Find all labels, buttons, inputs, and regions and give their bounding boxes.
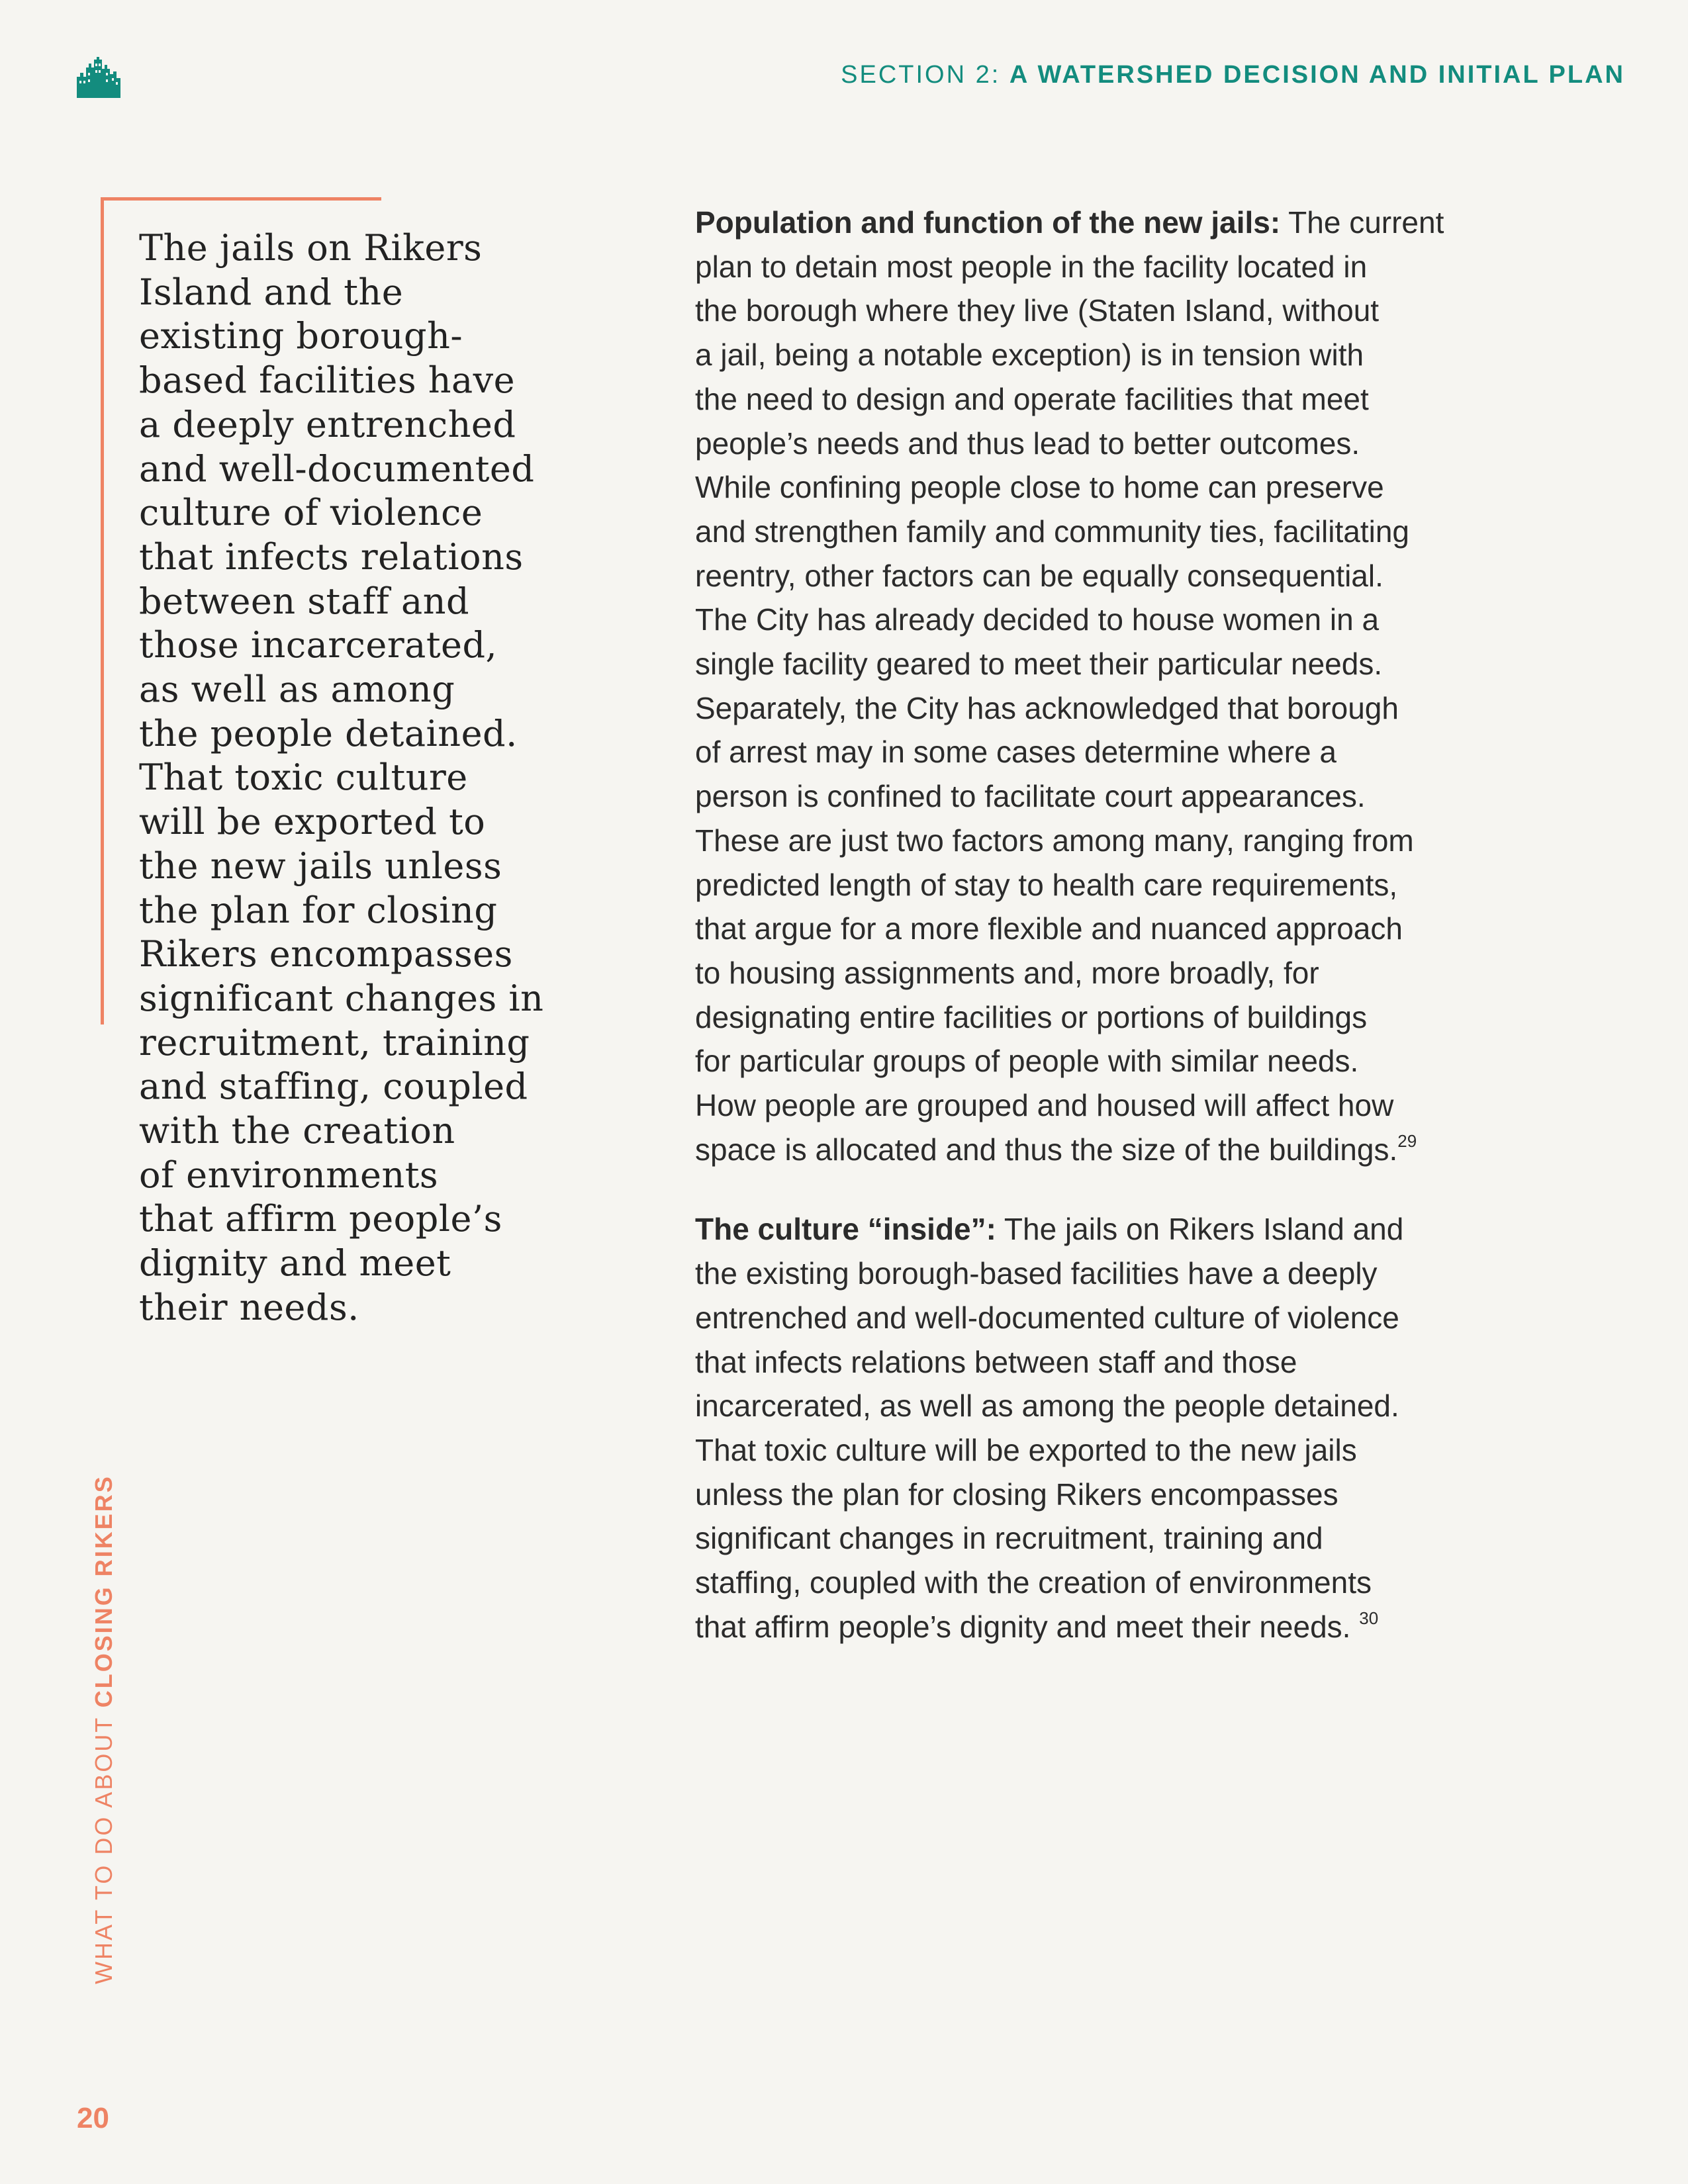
- paragraph-line: predicted length of stay to health care requirements,: [695, 867, 1398, 902]
- pull-quote-line: with the creation: [139, 1110, 455, 1152]
- paragraph-line: the need to design and operate facilities that meet: [695, 381, 1369, 416]
- page-number: 20: [77, 2102, 109, 2134]
- paragraph-line: the borough where they live (Staten Island, without: [695, 293, 1380, 328]
- paragraph-text: space is allocated and thus the size of the buildings.: [695, 1132, 1398, 1167]
- paragraph-line: These are just two factors among many, ranging from: [695, 823, 1414, 858]
- pull-quote-line: the people detained.: [139, 712, 518, 754]
- paragraph-line: single facility geared to meet their particular needs.: [695, 647, 1383, 682]
- paragraph-line: designating entire facilities or portions of buildings: [695, 999, 1368, 1034]
- pull-quote-line: based facilities have: [139, 359, 516, 402]
- pull-quote-line: as well as among: [139, 668, 455, 711]
- pull-quote-line: of environments: [139, 1154, 439, 1196]
- pull-quote-line: between staff and: [139, 580, 470, 622]
- footnote-marker[interactable]: 30: [1359, 1608, 1379, 1628]
- paragraph-line: person is confined to facilitate court appearances.: [695, 779, 1366, 814]
- side-label-prefix: WHAT TO DO ABOUT: [90, 1707, 117, 1984]
- paragraph-line: significant changes in recruitment, training and: [695, 1521, 1323, 1556]
- pull-quote-line: existing borough-: [139, 315, 463, 357]
- paragraph-line: That toxic culture will be exported to the new jails: [695, 1432, 1357, 1467]
- pull-quote-line: recruitment, training: [139, 1021, 530, 1064]
- pull-quote-line: and staffing, coupled: [139, 1066, 528, 1108]
- paragraph-line: [695, 201, 1556, 245]
- paragraph-line: a jail, being a notable exception) is in tension with: [695, 338, 1364, 373]
- pull-quote-line: The jails on Rikers: [139, 227, 483, 269]
- paragraph-line: and strengthen family and community ties, facilitating: [695, 514, 1409, 549]
- publication-side-label: [90, 1475, 118, 1984]
- paragraph-line: staffing, coupled with the creation of environments: [695, 1565, 1372, 1600]
- paragraph-text: The current: [1280, 205, 1444, 240]
- paragraph-text: The jails on Rikers Island and: [996, 1212, 1404, 1247]
- paragraph-line: [695, 1128, 1556, 1172]
- paragraph-text: that affirm people’s dignity and meet their needs.: [695, 1609, 1360, 1644]
- pull-quote-line: That toxic culture: [139, 756, 468, 799]
- footnote-marker[interactable]: 29: [1397, 1130, 1417, 1151]
- paragraph-lead: The culture “inside”:: [695, 1212, 996, 1247]
- pull-quote-line: culture of violence: [139, 492, 483, 534]
- paragraph-line: While confining people close to home can preserve: [695, 470, 1384, 505]
- pull-quote-line: their needs.: [139, 1286, 359, 1328]
- paragraph-line: Separately, the City has acknowledged that borough: [695, 690, 1399, 725]
- city-skyline-icon: [77, 57, 120, 98]
- paragraph-population-function: [695, 201, 1556, 1171]
- pull-quote-line: will be exported to: [139, 801, 486, 843]
- pull-quote-line: the plan for closing: [139, 889, 498, 931]
- paragraph-lead: Population and function of the new jails:: [695, 205, 1281, 240]
- paragraph-line: that argue for a more flexible and nuanced approach: [695, 911, 1403, 946]
- pull-quote-line: the new jails unless: [139, 844, 502, 887]
- pull-quote-line: significant changes in: [139, 977, 544, 1019]
- pull-quote: [139, 226, 563, 1330]
- side-label-strong: CLOSING RIKERS: [90, 1475, 117, 1708]
- pull-quote-line: that affirm people’s: [139, 1198, 502, 1240]
- paragraph-line: reentry, other factors can be equally consequential.: [695, 558, 1383, 593]
- section-prefix: SECTION 2:: [841, 61, 1009, 89]
- paragraph-line: the existing borough-based facilities have a deeply: [695, 1256, 1378, 1291]
- paragraph-line: The City has already decided to house women in a: [695, 602, 1380, 637]
- pull-quote-line: that infects relations: [139, 535, 524, 578]
- paragraph-line: plan to detain most people in the facility located in: [695, 249, 1368, 284]
- pull-quote-line: Rikers encompasses: [139, 933, 513, 976]
- paragraph-line: incarcerated, as well as among the people detained.: [695, 1388, 1399, 1424]
- section-title: A WATERSHED DECISION AND INITIAL PLAN: [1009, 61, 1625, 89]
- section-header: [841, 61, 1625, 89]
- paragraph-line: to housing assignments and, more broadly, for: [695, 955, 1319, 990]
- paragraph-line: entrenched and well-documented culture of violence: [695, 1300, 1399, 1335]
- paragraph-line: unless the plan for closing Rikers encompasses: [695, 1477, 1338, 1512]
- pull-quote-line: dignity and meet: [139, 1242, 451, 1285]
- paragraph-line: that infects relations between staff and those: [695, 1344, 1297, 1379]
- pull-quote-rule-left: [101, 197, 104, 1024]
- pull-quote-rule-top: [101, 197, 381, 201]
- paragraph-line: people’s needs and thus lead to better outcomes.: [695, 426, 1360, 461]
- paragraph-culture-inside: [695, 1207, 1556, 1649]
- pull-quote-line: Island and the: [139, 271, 404, 313]
- paragraph-line: [695, 1605, 1556, 1649]
- pull-quote-line: and well-documented: [139, 447, 535, 490]
- paragraph-line: for particular groups of people with similar needs.: [695, 1044, 1359, 1079]
- paragraph-line: [695, 1207, 1556, 1251]
- pull-quote-line: a deeply entrenched: [139, 403, 516, 445]
- body-column: [695, 201, 1556, 1649]
- paragraph-line: How people are grouped and housed will affect how: [695, 1088, 1394, 1123]
- paragraph-line: of arrest may in some cases determine where a: [695, 735, 1336, 770]
- pull-quote-line: those incarcerated,: [139, 624, 498, 666]
